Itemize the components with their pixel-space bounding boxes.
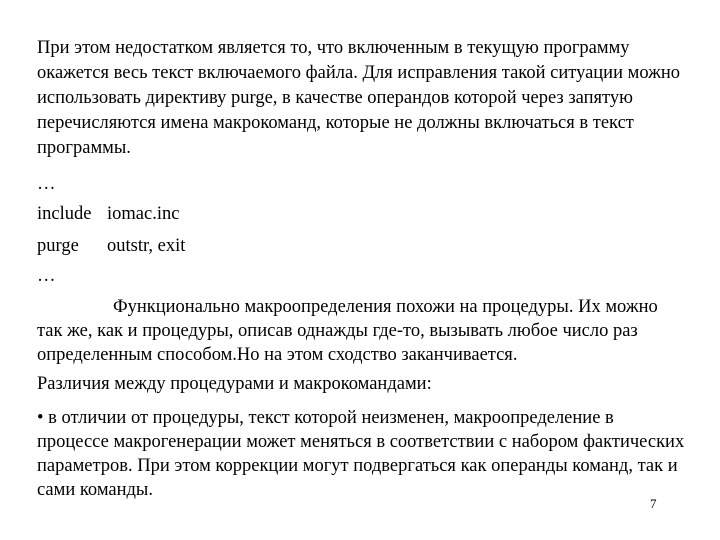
paragraph-differences-heading: Различия между процедурами и макрокомандами: xyxy=(37,374,432,394)
ellipsis-bottom: … xyxy=(37,266,56,286)
code-operand-purge: outstr, exit xyxy=(107,236,186,256)
page-number: 7 xyxy=(650,496,657,511)
code-line-purge xyxy=(37,234,687,259)
paragraph-macro-vs-procedure xyxy=(37,295,687,367)
bullet-difference-1: • в отличии от процедуры, текст которой неизменен, макроопределение в процессе макрогенерации может меняться в соответствии с набором фактических параметров. При этом коррекции могут подвергаться как операнды команд, так и сами команды. xyxy=(37,408,685,500)
ellipsis-top: … xyxy=(37,174,56,194)
code-line-include xyxy=(37,202,687,227)
code-keyword-purge: purge xyxy=(37,236,79,256)
paragraph-macro-vs-procedure-text: Функционально макроопределения похожи на процедуры. Их можно так же, как и процедуры, описав однажды где-то, вызывать любое число раз определенным способом.Но на этом сходство заканчивается. xyxy=(37,297,658,365)
code-operand-include: iomac.inc xyxy=(107,204,180,224)
paragraph-purge-intro: При этом недостатком является то, что включенным в текущую программу окажется весь текст включаемого файла. Для исправления такой ситуации можно использовать директиву purge, в качестве операндов которой через запятую перечисляются имена макрокоманд, которые не должны включаться в текст программы. xyxy=(37,38,681,158)
code-keyword-include: include xyxy=(37,204,92,224)
